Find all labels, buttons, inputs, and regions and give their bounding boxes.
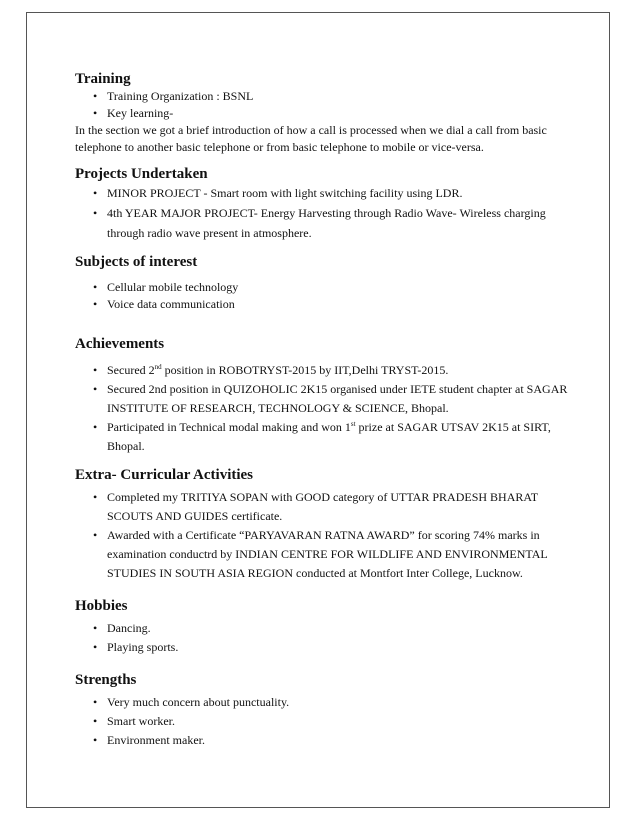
achievement-item-quizoholic: • Secured 2nd position in QUIZOHOLIC 2K15 organised under IETE student chapter at SAGAR INSTITUTE OF RESEARCH, TECHNOLOGY & SCIENCE, Bhopal. [93,382,568,415]
bullet-icon: • [93,363,98,377]
strengths-heading: Strengths [75,672,137,688]
training-description: In the section we got a brief introduction of how a call is processed when we dial a call from basic telephone to another basic telephone or from basic telephone to mobile or vice-versa. [75,123,547,154]
hobbies-heading: Hobbies [75,598,128,614]
bullet-icon: • [93,621,98,635]
section-training [75,70,575,156]
section-extra-curricular [75,466,575,583]
bullet-icon: • [93,420,98,434]
bullet-icon: • [93,186,98,200]
subject-item: • Voice data communication [93,297,235,311]
projects-heading: Projects Undertaken [75,166,208,182]
bullet-icon: • [93,206,98,220]
bullet-icon: • [93,89,98,103]
hobby-item: • Dancing. [75,619,575,638]
subjects-list [75,279,575,313]
project-item-minor: • MINOR PROJECT - Smart room with light switching facility using LDR. [75,183,575,203]
bullet-icon: • [93,106,98,120]
achievements-list [75,361,575,456]
achievements-heading: Achievements [75,336,165,352]
section-hobbies [75,597,575,657]
resume-content [75,70,575,750]
training-item-key-learning: • Key learning- [93,106,174,120]
hobby-item: • Playing sports. [75,638,575,657]
bullet-icon: • [93,695,98,709]
training-item-organization: • Training Organization : BSNL [93,89,254,103]
hobbies-list [75,619,575,657]
section-strengths [75,671,575,750]
section-projects [75,165,575,243]
extra-curricular-list [75,488,575,583]
bullet-icon: • [93,528,98,542]
achievement-item-modal-making: • Participated in Technical modal making and won 1st prize at SAGAR UTSAV 2K15 at SIRT, Bhopal. [93,420,551,453]
training-heading: Training [75,71,131,87]
project-item-major: • 4th YEAR MAJOR PROJECT- Energy Harvesting through Radio Wave- Wireless charging through radio wave present in atmosphere. [75,203,575,243]
achievement-item-robotryst: • Secured 2nd position in ROBOTRYST-2015 by IIT,Delhi TRYST-2015. [75,361,575,380]
bullet-icon: • [93,640,98,654]
bullet-icon: • [93,382,98,396]
extra-item-award: • Awarded with a Certificate “PARYAVARAN RATNA AWARD” for scoring 74% marks in examination conductrd by INDIAN CENTRE FOR WILDLIFE AND ENVIRONMENTAL STUDIES IN SOUTH ASIA REGION conducted at Montfort Inter College, Lucknow. [93,528,548,580]
bullet-icon: • [93,733,98,747]
section-subjects [75,253,575,313]
subject-item: • Cellular mobile technology [93,280,239,294]
strength-item: • Environment maker. [75,731,575,750]
subjects-heading: Subjects of interest [75,254,198,270]
bullet-icon: • [93,714,98,728]
training-list [75,88,575,122]
strength-item: • Smart worker. [75,712,575,731]
bullet-icon: • [93,280,98,294]
extra-item-scouts: • Completed my TRITIYA SOPAN with GOOD category of UTTAR PRADESH BHARAT SCOUTS AND GUIDES certificate. [93,490,538,523]
bullet-icon: • [93,297,98,311]
strengths-list [75,693,575,750]
bullet-icon: • [93,490,98,504]
section-achievements [75,335,575,456]
strength-item: • Very much concern about punctuality. [75,693,575,712]
projects-list [75,183,575,243]
extra-curricular-heading: Extra- Curricular Activities [75,467,254,483]
